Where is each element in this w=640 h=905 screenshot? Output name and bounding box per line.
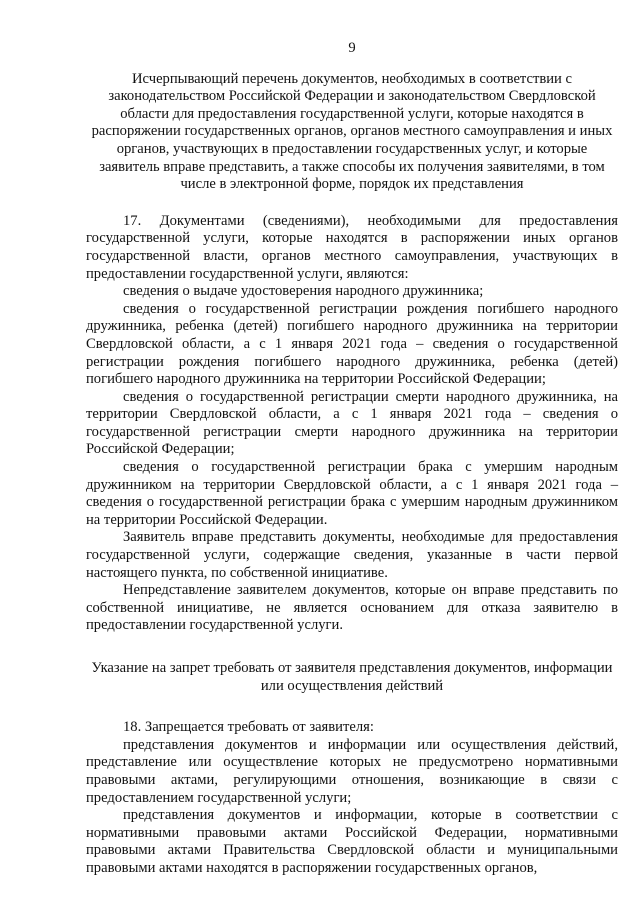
paragraph-applicant-right: Заявитель вправе представить документы, необходимые для предоставления государственной услуги, содержащие сведения, указанные в части первой настоящего пункта, по собственной инициативе. xyxy=(86,529,618,581)
paragraph-prohibition-1: представления документов и информации или осуществления действий, представление или осуществление которых не предусмотрено нормативными правовыми актами, регулирующими отношения, возникающие в связи с предоставлением государственной услуги; xyxy=(86,736,618,806)
paragraph-birth-registration: сведения о государственной регистрации рождения погибшего народного дружинника, ребенка (детей) погибшего народного дружинника на территории Свердловской области, а с 1 января 2021 года – сведения о государственной регистрации рождения погибшего народного дружинника, ребенка (детей) погибшего народного дружинника на территории Российской Федерации; xyxy=(86,300,618,388)
section-body-documents xyxy=(86,213,618,635)
paragraph-death-registration: сведения о государственной регистрации смерти народного дружинника, на территории Свердловской области, а с 1 января 2021 года – сведения о государственной регистрации смерти народного дружинника на территории Российской Федерации; xyxy=(86,388,618,458)
paragraph-marriage-registration: сведения о государственной регистрации брака с умершим народным дружинником на территории Свердловской области, а с 1 января 2021 года – сведения о государственной регистрации брака с умершим народным дружинником на территории Российской Федерации. xyxy=(86,459,618,528)
section-heading-prohibition: Указание на запрет требовать от заявителя представления документов, информации или осуществления действий xyxy=(91,660,613,694)
section-heading-documents-list: Исчерпывающий перечень документов, необходимых в соответствии с законодательством Российской Федерации и законодательством Свердловской области для предоставления государственной услуги, которые находятся в распоряжении государственных органов, органов местного самоуправления и иных органов, участвующих в предоставлении государственных услуг, и которые заявитель вправе представить, а также способы их получения заявителями, в том числе в электронной форме, порядок их представления xyxy=(91,70,613,193)
paragraph-non-submission: Непредставление заявителем документов, которые он вправе представить по собственной инициативе, не является основанием для отказа заявителю в предоставлении государственной услуги. xyxy=(86,582,618,634)
paragraph-item-18: 18. Запрещается требовать от заявителя: xyxy=(123,719,374,736)
page-number: 9 xyxy=(348,40,356,56)
paragraph-item-17: 17. Документами (сведениями), необходимыми для предоставления государственной услуги, которые находятся в распоряжении иных органов государственной власти, органов местного самоуправления, участвующих в предоставлении государственной услуги, являются: xyxy=(86,212,618,282)
paragraph-certificate: сведения о выдаче удостоверения народного дружинника; xyxy=(123,283,484,300)
section-body-prohibition xyxy=(86,719,618,877)
paragraph-prohibition-2: представления документов и информации, которые в соответствии с нормативными правовыми актами Российской Федерации, нормативными правовыми актами Правительства Свердловской области и муниципальными правовыми актами находятся в распоряжении государственных органов, xyxy=(86,807,618,876)
